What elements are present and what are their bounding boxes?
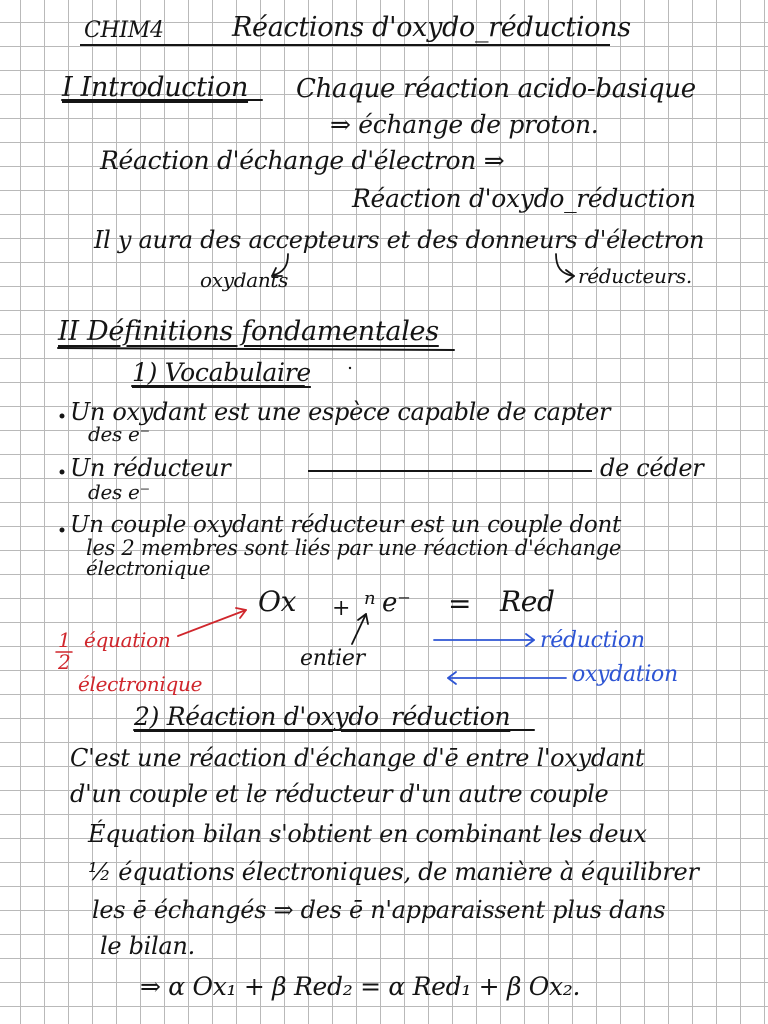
eq-ox: Ox <box>258 585 297 618</box>
note-oxydants: oxydants <box>200 268 289 292</box>
intro-line-1: Chaque réaction acido-basique <box>296 74 696 104</box>
eq-entier-label: entier <box>300 646 365 671</box>
red-label-equation: équation <box>84 628 171 652</box>
paragraph-line-2: d'un couple et le réducteur d'un autre couple <box>70 780 609 808</box>
bullet-3-line-2: les 2 membres sont liés par une réaction d'échange <box>86 536 622 560</box>
eq-equals: = <box>448 587 472 620</box>
eq-n: n <box>364 588 376 609</box>
intro-line-3: Réaction d'échange d'électron ⇒ <box>100 146 505 175</box>
bullet-1-line-2: des e⁻ <box>88 422 150 446</box>
note-reducteurs: réducteurs. <box>578 264 692 288</box>
subsection-1-heading: 1) Vocabulaire <box>132 358 311 387</box>
bullet-3-line-3: électronique <box>86 556 211 580</box>
red-label-electronique: électronique <box>78 672 203 696</box>
section-2-heading: II Définitions fondamentales <box>58 316 439 347</box>
paragraph-line-5: les ē échangés ⇒ des ē n'apparaissent plus dans <box>92 896 666 924</box>
hook-arrow-reducteurs <box>556 254 574 276</box>
stray-ink-dot <box>349 367 351 369</box>
subsection-2-heading: 2) Réaction d'oxydo_réduction <box>134 702 511 731</box>
bullet-1-line-1: Un oxydant est une espèce capable de capter <box>70 398 611 426</box>
bullet-dot-2 <box>60 470 65 475</box>
eq-plus: + <box>332 596 351 621</box>
paragraph-line-3: Équation bilan s'obtient en combinant les deux <box>88 820 647 848</box>
paragraph-line-4: ½ équations électroniques, de manière à équilibrer <box>88 858 699 886</box>
paragraph-line-6: le bilan. <box>100 932 195 960</box>
section-2-underline <box>58 348 454 350</box>
bullet-2-line-2: des e⁻ <box>88 480 150 504</box>
bullet-dot-3 <box>60 528 65 533</box>
chapter-label: CHIM4 <box>84 18 164 43</box>
red-arrow <box>178 610 246 636</box>
blue-label-oxydation: oxydation <box>572 662 678 687</box>
intro-line-4: Réaction d'oxydo_réduction <box>352 184 696 213</box>
bullet-dot-1 <box>60 414 65 419</box>
bullet-2-line-1-b: de céder <box>600 454 704 482</box>
intro-line-2: ⇒ échange de proton. <box>330 110 599 139</box>
eq-electron: e⁻ <box>382 588 411 618</box>
bullet-2-line-1-a: Un réducteur <box>70 454 231 482</box>
bullet-3-line-1: Un couple oxydant réducteur est un couple dont <box>70 512 621 538</box>
paragraph-line-1: C'est une réaction d'échange d'ē entre l'oxydant <box>70 744 645 772</box>
half-denominator: 2 <box>58 650 71 674</box>
final-equation: ⇒ α Ox₁ + β Red₂ = α Red₁ + β Ox₂. <box>140 972 581 1001</box>
blue-label-reduction: réduction <box>540 628 645 653</box>
half-numerator: 1 <box>58 628 71 652</box>
eq-red: Red <box>500 585 555 618</box>
page-title: Réactions d'oxydo_réductions <box>232 12 631 43</box>
intro-line-5: Il y aura des accepteurs et des donneurs d'électron <box>94 226 705 254</box>
section-1-heading: I Introduction <box>62 72 249 103</box>
